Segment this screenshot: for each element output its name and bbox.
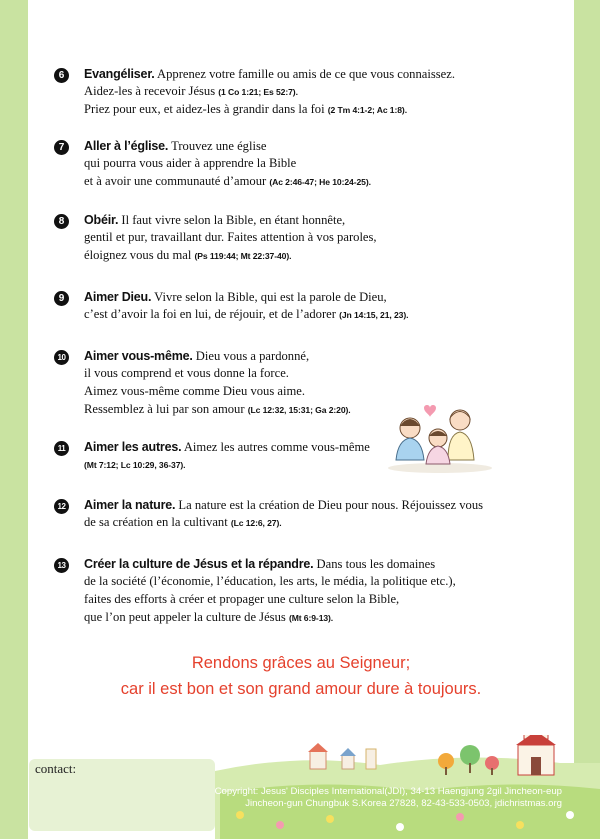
item-first-line bbox=[84, 439, 370, 456]
children-hugging-illustration bbox=[378, 398, 498, 474]
item-number-badge: 13 bbox=[54, 558, 69, 573]
item-number-badge: 6 bbox=[54, 68, 69, 83]
item-heading: Créer la culture de Jésus et la répandre. bbox=[84, 557, 314, 571]
item-number-badge: 11 bbox=[54, 441, 69, 456]
item-first-line bbox=[84, 138, 371, 155]
item-line-text: que l’on peut appeler la culture de Jésus bbox=[84, 610, 289, 624]
church-icon bbox=[516, 735, 556, 775]
item-line bbox=[84, 456, 370, 474]
item-line bbox=[84, 365, 351, 383]
closing-line-2: car il est bon et son grand amour dure à toujours. bbox=[120, 680, 482, 698]
item-line-text: de la société (l’économie, l’éducation, les arts, le média, la politique etc.), bbox=[84, 574, 456, 588]
item-text bbox=[84, 348, 351, 419]
item-line bbox=[84, 591, 456, 609]
item-text bbox=[84, 497, 483, 532]
item-first-text: Trouvez une église bbox=[168, 139, 267, 153]
item-number-badge: 7 bbox=[54, 140, 69, 155]
item-line bbox=[84, 83, 455, 101]
item-first-text: La nature est la création de Dieu pour nous. Réjouissez vous bbox=[175, 498, 484, 512]
scripture-reference: (Lc 12:32, 15:31; Ga 2:20). bbox=[247, 405, 351, 415]
item-heading: Aimer Dieu. bbox=[84, 290, 152, 304]
item-line bbox=[84, 306, 408, 324]
copyright-line-2: Jincheon-gun Chungbuk S.Korea 27828, 82-43-533-0503, jdichristmas.org bbox=[245, 797, 562, 809]
scripture-reference: (Mt 7:12; Lc 10:29, 36-37). bbox=[84, 460, 186, 470]
item-line bbox=[84, 247, 377, 265]
item-line-text: gentil et pur, travaillant dur. Faites attention à vos paroles, bbox=[84, 230, 377, 244]
item-line-text: Aidez-les à recevoir Jésus bbox=[84, 84, 219, 98]
item-first-text: Apprenez votre famille ou amis de ce que vous connaissez. bbox=[154, 67, 455, 81]
item-first-line bbox=[84, 556, 456, 573]
item-heading: Evangéliser. bbox=[84, 67, 155, 81]
item-heading: Aller à l’église. bbox=[84, 139, 169, 153]
item-line bbox=[84, 229, 377, 247]
item-line bbox=[84, 383, 351, 401]
contact-label: contact: bbox=[35, 761, 77, 776]
item-number-badge: 9 bbox=[54, 291, 69, 306]
scripture-reference: (Lc 12:6, 27). bbox=[230, 518, 282, 528]
item-first-text: Aimez les autres comme vous-même bbox=[181, 440, 370, 454]
item-first-line bbox=[84, 212, 377, 229]
item-line-text: faites des efforts à créer et propager une culture selon la Bible, bbox=[84, 592, 400, 606]
item-line-text: c’est d’avoir la foi en lui, de réjouir, et de l’adorer bbox=[84, 307, 340, 321]
scripture-reference: (2 Tm 4:1-2; Ac 1:8). bbox=[327, 105, 407, 115]
item-line bbox=[84, 514, 483, 532]
item-text bbox=[84, 289, 408, 324]
item-text bbox=[84, 439, 370, 474]
item-number-badge: 10 bbox=[54, 350, 69, 365]
item-number-badge: 12 bbox=[54, 499, 69, 514]
item-line bbox=[84, 609, 456, 627]
scripture-reference: (1 Co 1:21; Es 52:7). bbox=[218, 87, 298, 97]
item-text bbox=[84, 138, 371, 191]
copyright-line-1: Copyright: Jesus' Disciples International(JDI), 34-13 Haengjung 2gil Jincheon-eup bbox=[214, 786, 562, 797]
item-first-line bbox=[84, 66, 455, 83]
item-heading: Aimer la nature. bbox=[84, 498, 176, 512]
contact-box bbox=[29, 759, 215, 831]
scripture-reference: (Mt 6:9-13). bbox=[288, 613, 334, 623]
closing-line-1: Rendons grâces au Seigneur; bbox=[191, 654, 411, 672]
copyright-text bbox=[202, 786, 562, 809]
item-line-text: de sa création en la cultivant bbox=[84, 515, 231, 529]
item-number-badge: 8 bbox=[54, 214, 69, 229]
item-text bbox=[84, 212, 377, 265]
item-line-text: Priez pour eux, et aidez-les à grandir dans la foi bbox=[84, 102, 328, 116]
scripture-reference: (Ac 2:46-47; He 10:24-25). bbox=[269, 177, 371, 187]
item-first-text: Dieu vous a pardonné, bbox=[192, 349, 310, 363]
item-line-text: qui pourra vous aider à apprendre la Bible bbox=[84, 156, 297, 170]
item-heading: Aimer vous-même. bbox=[84, 349, 193, 363]
item-line-text: il vous comprend et vous donne la force. bbox=[84, 366, 289, 380]
item-line bbox=[84, 101, 455, 119]
item-first-line bbox=[84, 497, 483, 514]
scripture-reference: (Jn 14:15, 21, 23). bbox=[339, 310, 409, 320]
item-heading: Obéir. bbox=[84, 213, 119, 227]
scripture-reference: (Ps 119:44; Mt 22:37-40). bbox=[194, 251, 292, 261]
item-line bbox=[84, 401, 351, 419]
item-line bbox=[84, 155, 371, 173]
item-line-text: et à avoir une communauté d’amour bbox=[84, 174, 270, 188]
item-first-text: Il faut vivre selon la Bible, en étant honnête, bbox=[118, 213, 346, 227]
item-first-text: Dans tous les domaines bbox=[313, 557, 436, 571]
item-line-text: Ressemblez à lui par son amour bbox=[84, 402, 248, 416]
item-heading: Aimer les autres. bbox=[84, 440, 182, 454]
item-line bbox=[84, 173, 371, 191]
item-line-text: Aimez vous-même comme Dieu vous aime. bbox=[84, 384, 306, 398]
item-text bbox=[84, 66, 455, 119]
item-first-line bbox=[84, 348, 351, 365]
item-first-text: Vivre selon la Bible, qui est la parole de Dieu, bbox=[151, 290, 387, 304]
heart-icon bbox=[424, 405, 436, 417]
item-text bbox=[84, 556, 456, 627]
item-line-text: éloignez vous du mal bbox=[84, 248, 195, 262]
item-first-line bbox=[84, 289, 408, 306]
item-line bbox=[84, 573, 456, 591]
